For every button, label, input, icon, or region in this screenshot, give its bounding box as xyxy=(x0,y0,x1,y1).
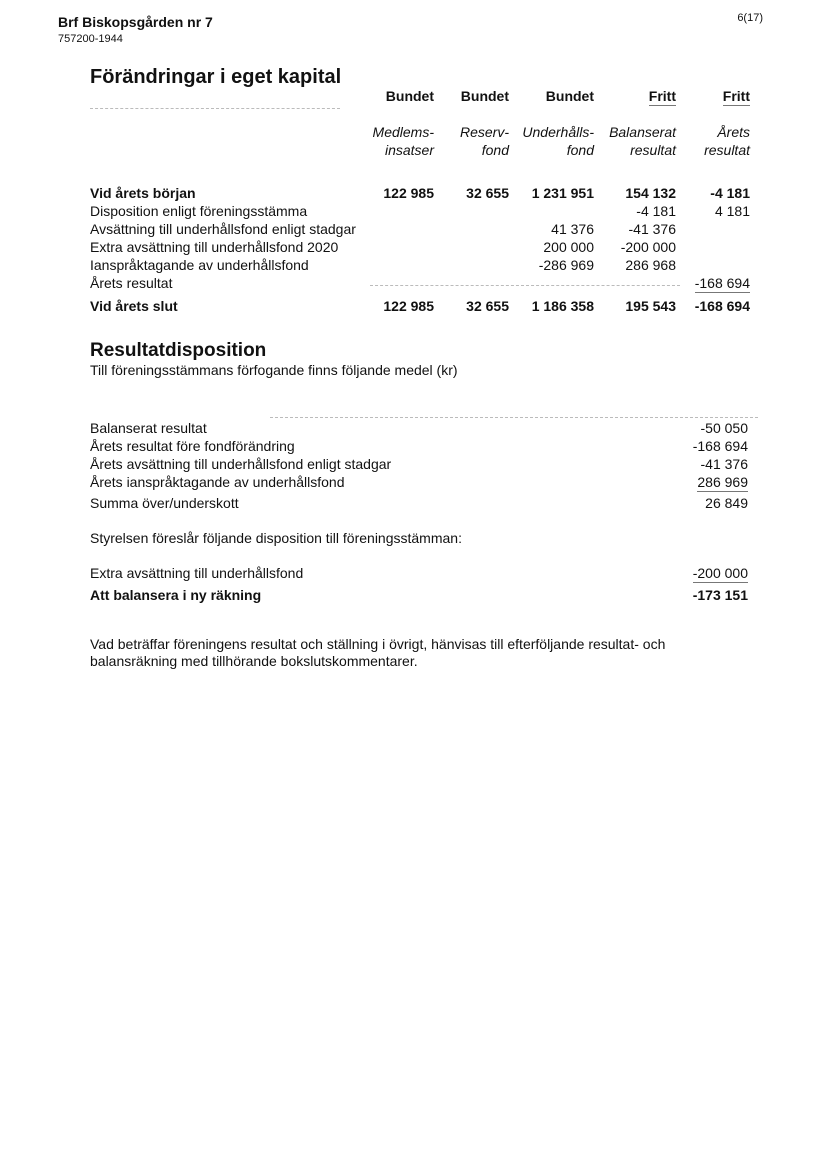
item-value: -173 151 xyxy=(692,587,748,603)
equity-subheader-row-1 xyxy=(90,124,755,142)
column-group-4: Fritt xyxy=(648,88,676,104)
table-cell: 1 186 358 xyxy=(531,298,594,314)
table-cell: 286 968 xyxy=(625,257,676,273)
table-cell: -168 694 xyxy=(694,298,750,314)
row-label: Vid årets början xyxy=(90,185,196,201)
column-subtitle-1: insatser xyxy=(384,142,434,158)
table-cell: 41 376 xyxy=(551,221,594,237)
org-name: Brf Biskopsgården nr 7 xyxy=(58,14,213,30)
item-value: -168 694 xyxy=(692,438,748,454)
list-item xyxy=(90,565,748,583)
table-cell: -4 181 xyxy=(636,203,676,219)
list-item xyxy=(90,456,748,474)
table-cell: 195 543 xyxy=(625,298,676,314)
table-cell: -286 969 xyxy=(538,257,594,273)
disposition-intro: Till föreningsstämmans förfogande finns följande medel (kr) xyxy=(90,362,458,378)
equity-table xyxy=(90,88,755,316)
item-value: -41 376 xyxy=(700,456,748,472)
row-label: Årets resultat xyxy=(90,275,173,291)
column-title-1: Medlems- xyxy=(372,124,434,140)
column-title-5: Årets xyxy=(717,124,750,140)
table-row xyxy=(90,203,755,221)
disposition-title: Resultatdisposition xyxy=(90,340,267,361)
item-label: Att balansera i ny räkning xyxy=(90,587,262,603)
column-title-3: Underhålls- xyxy=(522,124,594,140)
table-cell: 200 000 xyxy=(543,239,594,255)
row-label: Disposition enligt föreningsstämma xyxy=(90,203,308,219)
item-label: Extra avsättning till underhållsfond xyxy=(90,565,304,581)
column-group-3: Bundet xyxy=(545,88,594,104)
list-item xyxy=(90,420,748,438)
table-cell: 32 655 xyxy=(466,185,509,201)
item-value: -200 000 xyxy=(692,565,748,581)
table-row xyxy=(90,257,755,275)
item-value: 286 969 xyxy=(697,474,748,490)
column-group-5: Fritt xyxy=(722,88,750,104)
table-cell: 4 181 xyxy=(714,203,750,219)
table-row xyxy=(90,185,755,203)
row-label: Ianspråktagande av underhållsfond xyxy=(90,257,309,273)
column-group-2: Bundet xyxy=(460,88,509,104)
item-label: Årets resultat före fondförändring xyxy=(90,438,295,454)
item-label: Summa över/underskott xyxy=(90,495,239,511)
table-row xyxy=(90,221,755,239)
item-label: Årets avsättning till underhållsfond enligt stadgar xyxy=(90,456,392,472)
column-subtitle-5: resultat xyxy=(704,142,750,158)
column-title-2: Reserv- xyxy=(459,124,509,140)
column-subtitle-4: resultat xyxy=(630,142,676,158)
item-label: Årets ianspråktagande av underhållsfond xyxy=(90,474,345,490)
table-cell: -4 181 xyxy=(710,185,750,201)
table-cell: 122 985 xyxy=(383,298,434,314)
row-label: Extra avsättning till underhållsfond 2020 xyxy=(90,239,339,255)
table-row xyxy=(90,275,755,293)
equity-title: Förändringar i eget kapital xyxy=(90,66,342,88)
equity-subheader-row-2 xyxy=(90,142,755,160)
divider xyxy=(90,108,340,109)
table-cell: -200 000 xyxy=(620,239,676,255)
proposal-list xyxy=(90,565,748,605)
column-subtitle-2: fond xyxy=(481,142,509,158)
divider xyxy=(370,285,680,286)
list-item xyxy=(90,438,748,456)
item-value: 26 849 xyxy=(705,495,748,511)
closing-paragraph: Vad beträffar föreningens resultat och ställning i övrigt, hänvisas till efterföljande resultat- och balansräkning med tillhörande bokslutskommentarer. xyxy=(90,636,666,669)
table-cell: 122 985 xyxy=(383,185,434,201)
item-label: Balanserat resultat xyxy=(90,420,207,436)
table-cell: -168 694 xyxy=(694,275,750,291)
org-number: 757200-1944 xyxy=(58,33,123,45)
list-item xyxy=(90,474,748,492)
column-subtitle-3: fond xyxy=(566,142,594,158)
column-title-4: Balanserat xyxy=(609,124,676,140)
table-cell: -41 376 xyxy=(628,221,676,237)
divider xyxy=(270,417,758,418)
page-number: 6(17) xyxy=(737,12,763,24)
row-label: Vid årets slut xyxy=(90,298,178,314)
list-item xyxy=(90,495,748,513)
column-group-1: Bundet xyxy=(385,88,434,104)
equity-group-header-row xyxy=(90,88,755,108)
table-row xyxy=(90,239,755,257)
disposition-list xyxy=(90,420,748,513)
table-cell: 154 132 xyxy=(625,185,676,201)
row-label: Avsättning till underhållsfond enligt stadgar xyxy=(90,221,356,237)
proposal-intro: Styrelsen föreslår följande disposition till föreningsstämman: xyxy=(90,530,462,546)
table-cell: 32 655 xyxy=(466,298,509,314)
table-cell: 1 231 951 xyxy=(531,185,594,201)
item-value: -50 050 xyxy=(700,420,748,436)
list-item xyxy=(90,587,748,605)
table-row xyxy=(90,298,755,316)
